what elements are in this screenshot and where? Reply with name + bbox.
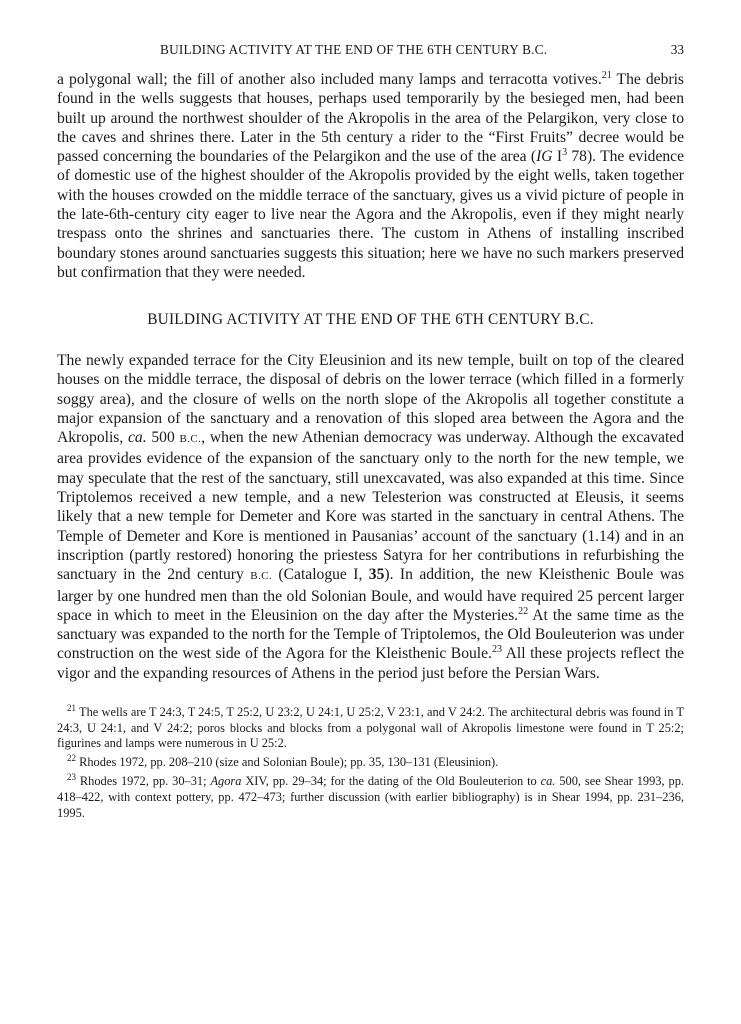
footnote-21: $^{21}$ The wells are T 24:3, T 24:5, T 25:2, U 23:2, U 24:1, U 25:2, V 23:1, and V 24:2. The architectural debris was found in T 24:3, U 24:1, and V 24:2; poros blocks and blocks from a polygonal wall of Akropolis limestone were found in T 25:2; figurines and lamps were numerous in U 25:2. bbox=[57, 702, 684, 751]
paragraph-2: The newly expanded terrace for the City Eleusinion and its new temple, built on top of the cleared houses on the middle terrace, the disposal of debris on the lower terrace (which filled in a formerly soggy area), and the closure of wells on the north slope of the Akropolis all together constitute a major expansion of the sanctuary and a renovation of this sloped area between the Agora and the Akropolis, ca. 500 B.C., when the new Athenian democracy was underway. Although the excavated area provides evidence of the expansion of the sanctuary only to the north for the new temple, we may speculate that the rest of the sanctuary, still unexcavated, was also expanded at this time. Since Triptolemos received a new temple, and a new Telesterion was constructed at Eleusis, it seems likely that a new temple for Demeter and Kore was started in the sanctuary in central Athens. The Temple of Demeter and Kore is mentioned in Pausanias’ account of the sanctuary (1.14) and in an inscription (partly restored) honoring the priestess Satyra for her contributions in refurbishing the sanctuary in the 2nd century B.C. (Catalogue I, 35). In addition, the new Kleisthenic Boule was larger by one hundred men than the old Solonian Boule, and would have required 25 percent larger space in which to meet in the Eleusinion on the day after the Mysteries.$^{22}$ At the same time as the sanctuary was expanded to the north for the Temple of Triptolemos, the Old Bouleuterion was under construction on the west side of the Agora for the Kleisthenic Boule.$^{23}$ All these projects reflect the vigor and the expanding resources of Athens in the period just before the Persian Wars. bbox=[57, 352, 685, 682]
footnote-ref-21[interactable]: 21 bbox=[601, 69, 612, 81]
footnote-ref-23[interactable]: 23 bbox=[491, 644, 502, 656]
footnote-ref-22[interactable]: 22 bbox=[518, 605, 529, 617]
section-heading: BUILDING ACTIVITY AT THE END OF THE 6TH CENTURY B.C. bbox=[147, 311, 594, 328]
footnote-23: $^{23}$ Rhodes 1972, pp. 30–31; Agora XIV, pp. 29–34; for the dating of the Old Bouleuterion to ca. 500, see Shear 1993, pp. 418–422, with context pottery, pp. 472–473; further discussion (with earlier bibliography) is in Shear 1994, pp. 231–236, 1995. bbox=[57, 772, 684, 820]
footnotes bbox=[57, 702, 684, 825]
catalogue-ref: 35 bbox=[368, 566, 385, 584]
footnote-22: $^{22}$ Rhodes 1972, pp. 208–210 (size and Solonian Boule); pp. 35, 130–131 (Eleusinion). bbox=[67, 753, 499, 770]
paragraph-1: a polygonal wall; the fill of another also included many lamps and terracotta votives.$^{21}$ The debris found in the wells suggests that houses, perhaps used temporarily by the besieged men, had been built up around the northwest shoulder of the Akropolis in the area of the Pelargikon, very close to the caves and shrines there. Later in the 5th century a rider to the “First Fruits” decree would be passed concerning the boundaries of the Pelargikon and the use of the area (IG $I^3$ 78). The evidence of domestic use of the highest shoulder of the Akropolis provided by the eight wells, taken together with the houses crowded on the middle terrace of the sanctuary, gives us a vivid picture of people in the late-6th-century city eager to live near the Agora and the Akropolis, even if they might nearly trespass onto the shrines and sanctuaries there. The custom in Athens of installing inscribed boundary stones around sanctuaries suggests this situation; here we have no such markers preserved but confirmation that they were needed. bbox=[57, 69, 685, 281]
inscription-abbrev: IG bbox=[536, 148, 553, 166]
page-number: 33 bbox=[670, 42, 684, 57]
running-head: BUILDING ACTIVITY AT THE END OF THE 6TH CENTURY B.C. bbox=[160, 42, 548, 57]
